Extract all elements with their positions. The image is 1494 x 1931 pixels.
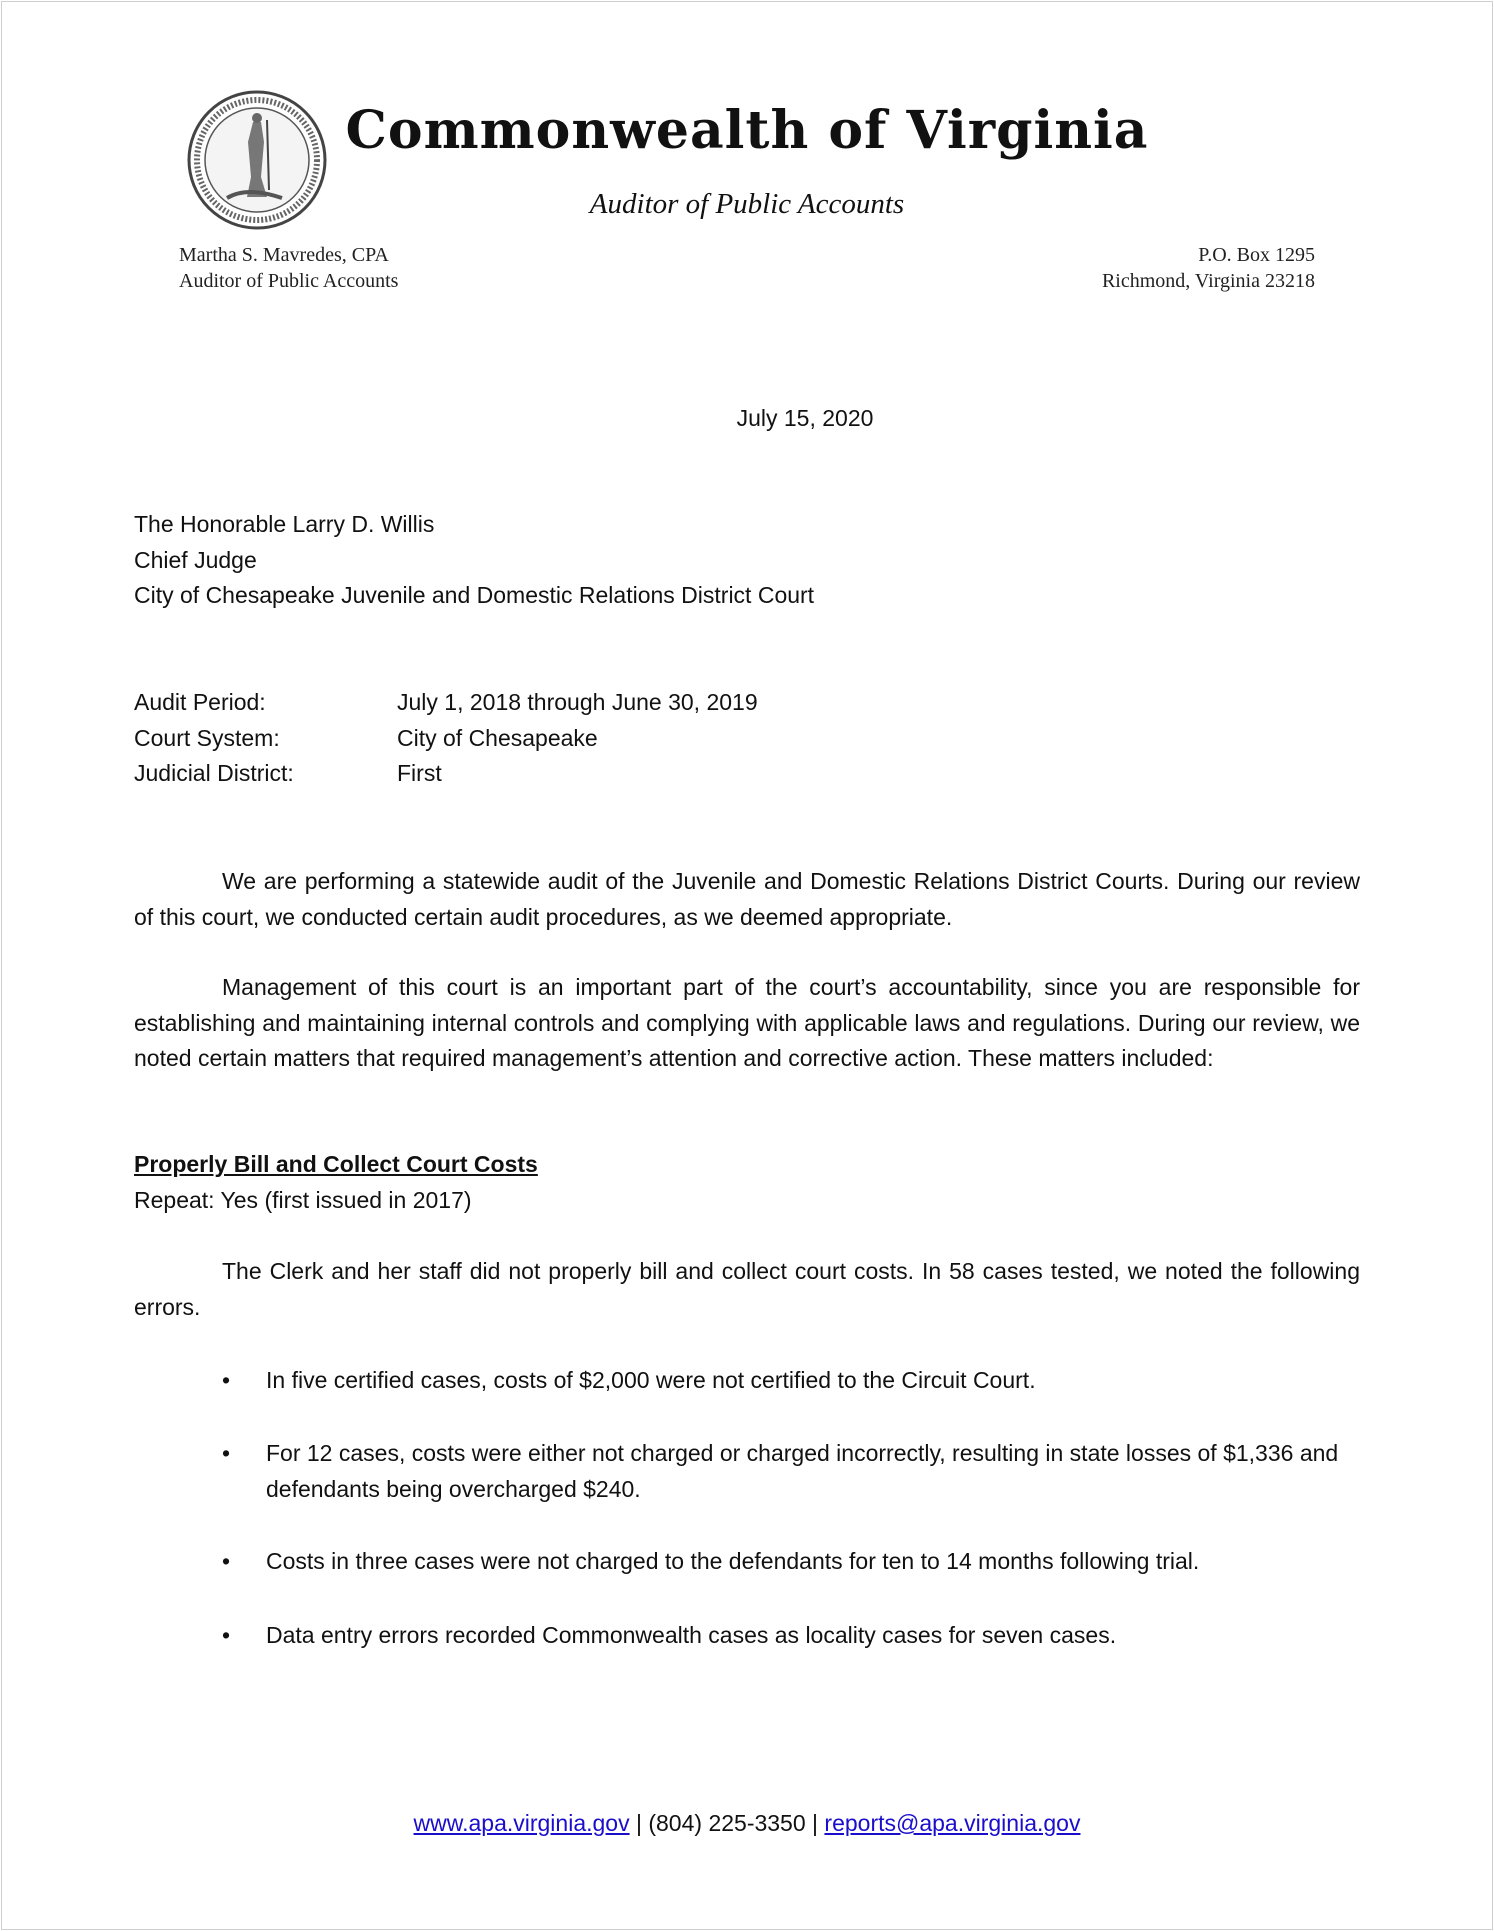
- addressee-name: The Honorable Larry D. Willis: [134, 511, 435, 537]
- list-item: [222, 1436, 1360, 1507]
- bullet-text: In five certified cases, costs of $2,000 were not certified to the Circuit Court.: [266, 1367, 1036, 1393]
- auditor-block: [179, 242, 398, 294]
- value: First: [397, 760, 442, 787]
- finding-repeat: Repeat: Yes (first issued in 2017): [134, 1187, 472, 1213]
- bullet-icon: •: [222, 1367, 231, 1393]
- label: Court System:: [134, 724, 280, 751]
- bullet-text: For 12 cases, costs were either not charged or charged incorrectly, resulting in state losses of $1,336 and defendants being overcharged $240.: [266, 1440, 1339, 1502]
- separator: |: [635, 1810, 642, 1836]
- auditor-title: Auditor of Public Accounts: [179, 270, 399, 292]
- paragraph-intro: We are performing a statewide audit of the Juvenile and Domestic Relations District Courts. During our review of this court, we conducted certain audit procedures, as we deemed appropriate.: [134, 868, 1360, 930]
- auditor-name: Martha S. Mavredes, CPA: [179, 244, 389, 266]
- addressee: [134, 507, 814, 614]
- address-block: [1102, 242, 1315, 294]
- city-state: Richmond, Virginia 23218: [1101, 270, 1315, 292]
- court-system-row: [134, 721, 758, 757]
- email-link[interactable]: reports@apa.virginia.gov: [824, 1810, 1081, 1836]
- letter-date: July 15, 2020: [736, 405, 874, 431]
- list-item: [222, 1363, 1360, 1399]
- label: Judicial District:: [134, 760, 294, 787]
- label: Audit Period:: [134, 689, 266, 715]
- finding-intro: The Clerk and her staff did not properly bill and collect court costs. In 58 cases tested, we noted the following errors.: [134, 1258, 1360, 1320]
- footer: [0, 1806, 1494, 1842]
- phone-number: (804) 225-3350: [648, 1810, 806, 1836]
- letterhead-title: Commonwealth of Virginia: [345, 100, 1149, 161]
- value: July 1, 2018 through June 30, 2019: [397, 689, 758, 715]
- bullet-icon: •: [222, 1548, 231, 1574]
- audit-period-row: [134, 685, 758, 721]
- list-item: [222, 1544, 1360, 1580]
- separator: |: [812, 1810, 819, 1836]
- letterhead-subtitle: Auditor of Public Accounts: [589, 188, 905, 220]
- website-link[interactable]: www.apa.virginia.gov: [413, 1810, 630, 1836]
- addressee-title: Chief Judge: [134, 546, 257, 573]
- judicial-district-row: [134, 756, 758, 792]
- value: City of Chesapeake: [397, 724, 598, 751]
- bullet-icon: •: [222, 1440, 231, 1466]
- addressee-court: City of Chesapeake Juvenile and Domestic Relations District Court: [134, 582, 815, 609]
- paragraph-management: Management of this court is an important part of the court’s accountability, since you are responsible for establishing and maintaining internal controls and complying with applicable laws and regulations. During our review, we noted certain matters that required management’s attention and corrective action. These matters included:: [134, 974, 1360, 1072]
- bullet-icon: •: [222, 1622, 231, 1648]
- bullet-text: Data entry errors recorded Commonwealth cases as locality cases for seven cases.: [266, 1622, 1117, 1648]
- list-item: [222, 1618, 1360, 1654]
- audit-info: [134, 685, 758, 792]
- bullet-text: Costs in three cases were not charged to the defendants for ten to 14 months following trial.: [266, 1548, 1200, 1574]
- po-box: P.O. Box 1295: [1198, 244, 1315, 266]
- finding-heading: Properly Bill and Collect Court Costs: [134, 1151, 538, 1177]
